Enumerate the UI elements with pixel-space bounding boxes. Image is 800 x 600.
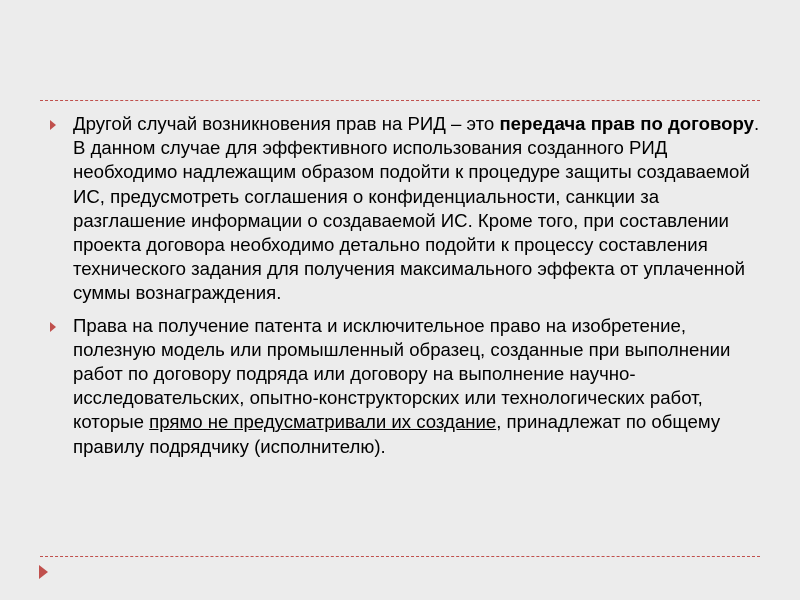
bullet-1-text-before: Другой случай возникновения прав на РИД – это: [73, 113, 500, 134]
bullet-1-bold-text: передача прав по договору: [499, 113, 754, 134]
bullet-item-1: [48, 112, 760, 306]
triangle-bullet-icon: [50, 322, 56, 332]
slide-content: [48, 112, 760, 467]
bottom-divider: [40, 556, 760, 557]
bullet-2-text-after: , принадлежат по общему правилу подрядчику (исполнителю).: [73, 411, 721, 457]
bullet-text-2: [73, 314, 760, 459]
play-arrow-icon[interactable]: [39, 565, 48, 579]
bullet-2-text-before: Права на получение патента и исключительное право на изобретение, полезную модель или промышленный образец, созданные при выполнении работ по договору подряда или договору на выполнение научно-исследовательских, опытно-конструкторских или технологических работ, которые: [73, 314, 731, 433]
bullet-text-1: [73, 112, 760, 306]
triangle-bullet-icon: [50, 120, 56, 130]
bullet-1-text-after: . В данном случае для эффективного использования созданного РИД необходимо надлежащим образом подойти к процедуре защиты создаваемой ИС, предусмотреть соглашения о конфиденциальности, санкции за разглашение информации о создаваемой ИС. Кроме того, при составлении проекта договора необходимо детально подойти к процессу составления технического задания для получения максимального эффекта от уплаченной суммы вознаграждения.: [73, 113, 760, 304]
top-divider: [40, 100, 760, 101]
bullet-item-2: [48, 314, 760, 459]
bullet-2-underlined-text: прямо не предусматривали их создание: [149, 411, 497, 433]
